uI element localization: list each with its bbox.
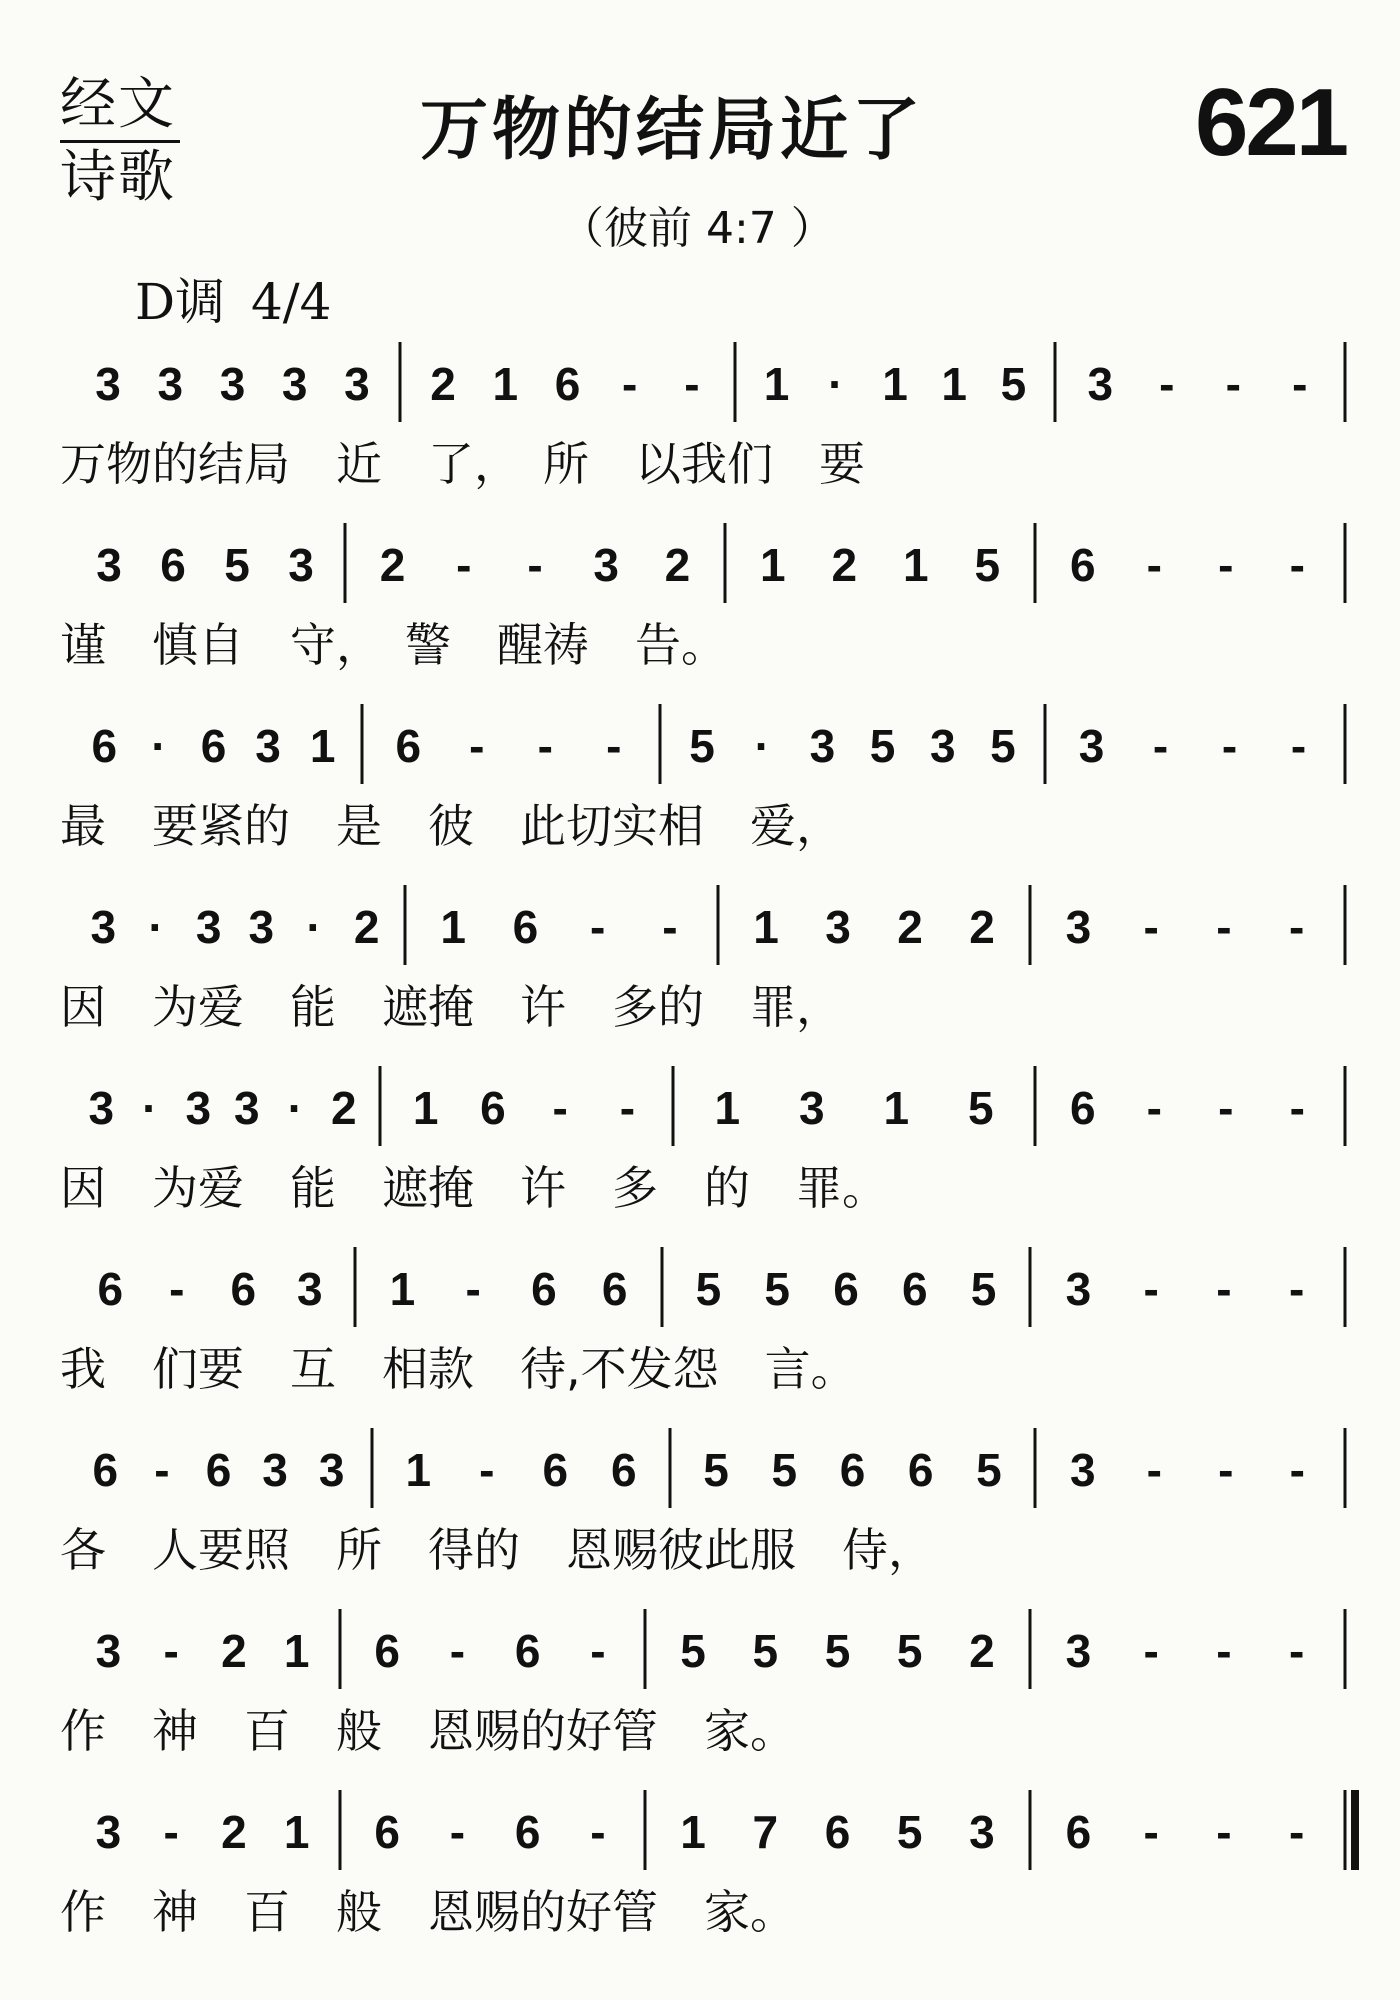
note-digit: 1 <box>440 901 466 953</box>
note-digit: 6 <box>601 1263 628 1315</box>
note-digit: 2 <box>969 1625 995 1677</box>
hold-dash: - <box>527 539 543 591</box>
note-digit: 3 <box>1069 1444 1096 1496</box>
note-digit: 1 <box>882 358 908 410</box>
note-digit: 3 <box>318 1444 345 1496</box>
hold-dash: - <box>1143 901 1159 953</box>
note-digit: 2 <box>969 901 995 953</box>
note-digit: 3 <box>969 1806 995 1858</box>
note-digit: 3 <box>344 358 370 410</box>
note-digit: 3 <box>95 358 121 410</box>
dot-mark: · <box>142 1082 158 1134</box>
note-digit: 7 <box>752 1806 779 1858</box>
note-digit: 5 <box>680 1625 706 1677</box>
hold-dash: - <box>1288 1806 1305 1858</box>
note-digit: 3 <box>195 901 222 953</box>
note-digit: 3 <box>185 1082 212 1134</box>
category-line-scripture: 经文 <box>60 70 180 143</box>
note-digit: 3 <box>255 720 281 772</box>
hold-dash: - <box>1292 358 1308 410</box>
note-digit: 5 <box>771 1444 798 1496</box>
hold-dash: - <box>1152 720 1169 772</box>
note-digit: 3 <box>90 901 117 953</box>
note-digit: 1 <box>753 901 779 953</box>
note-digit: 3 <box>1087 358 1114 410</box>
hold-dash: - <box>1288 1263 1305 1315</box>
hold-dash: - <box>1218 539 1234 591</box>
note-digit: 3 <box>593 539 619 591</box>
note-digit: 6 <box>512 901 539 953</box>
note-digit: 3 <box>248 901 275 953</box>
note-digit: 2 <box>664 539 691 591</box>
hold-dash: - <box>163 1625 179 1677</box>
dot-mark: · <box>754 720 770 772</box>
note-digit: 2 <box>379 539 406 591</box>
hold-dash: - <box>1143 1263 1159 1315</box>
note-digit: 1 <box>902 539 929 591</box>
note-digit: 6 <box>554 358 581 410</box>
hold-dash: - <box>465 1263 481 1315</box>
note-digit: 6 <box>514 1625 541 1677</box>
note-digit: 2 <box>221 1806 247 1858</box>
lyric-line: 各 人要照 所 得的 恩赐彼此服 侍， <box>60 1523 934 1577</box>
hold-dash: - <box>590 1806 606 1858</box>
note-digit: 5 <box>896 1806 923 1858</box>
hold-dash: - <box>1289 539 1305 591</box>
hold-dash: - <box>684 358 700 410</box>
note-digit: 2 <box>430 358 456 410</box>
note-digit: 3 <box>296 1263 323 1315</box>
note-digit: 5 <box>752 1625 779 1677</box>
note-digit: 6 <box>907 1444 934 1496</box>
dot-mark: · <box>287 1082 303 1134</box>
note-digit: 5 <box>896 1625 923 1677</box>
lyric-line: 作 神 百 般 恩赐的好管 家。 <box>60 1885 796 1939</box>
note-digit: 5 <box>224 539 250 591</box>
hold-dash: - <box>1225 358 1241 410</box>
dot-mark: · <box>148 901 164 953</box>
hold-dash: - <box>1218 1082 1234 1134</box>
note-digit: 6 <box>230 1263 257 1315</box>
note-digit: 1 <box>492 358 519 410</box>
key-signature: D调 4/4 <box>135 273 332 331</box>
hold-dash: - <box>449 1806 466 1858</box>
note-digit: 6 <box>91 720 118 772</box>
hold-dash: - <box>1290 720 1307 772</box>
note-digit: 6 <box>839 1444 866 1496</box>
hymn-title: 万物的结局近了 <box>420 91 925 170</box>
hold-dash: - <box>606 720 622 772</box>
note-digit: 3 <box>798 1082 825 1134</box>
note-digit: 2 <box>330 1082 357 1134</box>
note-digit: 1 <box>309 720 336 772</box>
note-digit: 2 <box>831 539 858 591</box>
note-digit: 3 <box>233 1082 260 1134</box>
note-digit: 1 <box>759 539 786 591</box>
note-digit: 6 <box>1065 1806 1092 1858</box>
note-digit: 5 <box>703 1444 729 1496</box>
note-digit: 5 <box>824 1625 851 1677</box>
note-digit: 1 <box>389 1263 416 1315</box>
hold-dash: - <box>537 720 553 772</box>
note-digit: 5 <box>990 720 1016 772</box>
note-digit: 1 <box>883 1082 910 1134</box>
note-digit: 6 <box>833 1263 859 1315</box>
note-digit: 3 <box>219 358 246 410</box>
note-digit: 5 <box>974 539 1001 591</box>
note-digit: 1 <box>763 358 790 410</box>
hold-dash: - <box>622 358 638 410</box>
note-digit: 6 <box>92 1444 119 1496</box>
note-digit: 3 <box>95 1806 122 1858</box>
note-digit: 3 <box>809 720 836 772</box>
hold-dash: - <box>1159 358 1175 410</box>
note-digit: 1 <box>283 1806 310 1858</box>
hold-dash: - <box>552 1082 568 1134</box>
note-digit: 5 <box>869 720 896 772</box>
note-digit: 5 <box>764 1263 790 1315</box>
note-digit: 5 <box>970 1263 997 1315</box>
hold-dash: - <box>590 1625 606 1677</box>
note-digit: 2 <box>897 901 923 953</box>
lyric-line: 最 要紧的 是 彼 此切实相 爱， <box>60 799 842 853</box>
note-digit: 5 <box>1000 358 1027 410</box>
hold-dash: - <box>1288 901 1305 953</box>
scripture-reference: （彼前 4:7 ） <box>560 203 835 254</box>
note-digit: 1 <box>283 1625 310 1677</box>
lyric-line: 谨 慎自 守， 警 醒祷 告。 <box>60 618 727 672</box>
note-digit: 6 <box>531 1263 557 1315</box>
note-digit: 3 <box>96 539 122 591</box>
note-digit: 1 <box>714 1082 741 1134</box>
lyric-line: 因 为爱 能 遮掩 许 多 的 罪。 <box>60 1161 888 1215</box>
lyric-line: 我 们要 互 相款 待,不发怨 言。 <box>60 1342 857 1396</box>
hold-dash: - <box>169 1263 185 1315</box>
dot-mark: · <box>306 901 322 953</box>
note-digit: 6 <box>200 720 227 772</box>
note-digit: 3 <box>281 358 308 410</box>
note-digit: 2 <box>221 1625 247 1677</box>
note-digit: 3 <box>825 901 851 953</box>
note-digit: 3 <box>1065 901 1092 953</box>
dot-mark: · <box>151 720 167 772</box>
note-digit: 5 <box>976 1444 1002 1496</box>
note-digit: 3 <box>929 720 956 772</box>
note-digit: 3 <box>262 1444 288 1496</box>
note-digit: 5 <box>695 1263 722 1315</box>
hold-dash: - <box>479 1444 495 1496</box>
note-digit: 6 <box>395 720 422 772</box>
hold-dash: - <box>1218 1444 1234 1496</box>
note-digit: 6 <box>480 1082 506 1134</box>
note-digit: 6 <box>374 1806 400 1858</box>
lyric-line: 因 为爱 能 遮掩 许 多的 罪， <box>60 980 842 1034</box>
hold-dash: - <box>1143 1806 1159 1858</box>
hymn-number: 621 <box>1195 69 1347 176</box>
note-digit: 3 <box>95 1625 122 1677</box>
hold-dash: - <box>1216 1263 1232 1315</box>
hold-dash: - <box>1221 720 1238 772</box>
note-digit: 6 <box>97 1263 124 1315</box>
note-digit: 6 <box>374 1625 400 1677</box>
dot-mark: · <box>828 358 844 410</box>
note-digit: 3 <box>1078 720 1105 772</box>
note-digit: 6 <box>1069 539 1096 591</box>
hold-dash: - <box>163 1806 179 1858</box>
note-digit: 3 <box>1065 1625 1092 1677</box>
lyric-line: 作 神 百 般 恩赐的好管 家。 <box>60 1704 796 1758</box>
note-digit: 5 <box>967 1082 994 1134</box>
note-digit: 3 <box>88 1082 115 1134</box>
hold-dash: - <box>469 720 485 772</box>
lyric-line: 万物的结局 近 了， 所 以我们 要 <box>60 437 865 491</box>
note-digit: 3 <box>288 539 314 591</box>
hold-dash: - <box>1146 1444 1162 1496</box>
hold-dash: - <box>1146 1082 1162 1134</box>
note-digit: 6 <box>160 539 186 591</box>
note-digit: 6 <box>542 1444 569 1496</box>
note-digit: 1 <box>941 358 967 410</box>
hold-dash: - <box>589 901 606 953</box>
note-digit: 6 <box>514 1806 541 1858</box>
note-digit: 6 <box>1069 1082 1096 1134</box>
note-digit: 1 <box>412 1082 439 1134</box>
note-digit: 1 <box>680 1806 706 1858</box>
hold-dash: - <box>449 1625 466 1677</box>
note-digit: 1 <box>405 1444 432 1496</box>
note-digit: 6 <box>824 1806 851 1858</box>
hold-dash: - <box>662 901 678 953</box>
hold-dash: - <box>1289 1082 1305 1134</box>
note-digit: 6 <box>205 1444 232 1496</box>
category-line-hymns: 诗歌 <box>60 145 176 210</box>
hold-dash: - <box>1289 1444 1305 1496</box>
hold-dash: - <box>1146 539 1162 591</box>
hold-dash: - <box>1143 1625 1159 1677</box>
hold-dash: - <box>154 1444 170 1496</box>
hold-dash: - <box>1216 1625 1232 1677</box>
note-digit: 6 <box>610 1444 637 1496</box>
hold-dash: - <box>1288 1625 1305 1677</box>
note-digit: 3 <box>157 358 184 410</box>
note-digit: 3 <box>1065 1263 1092 1315</box>
hold-dash: - <box>1216 1806 1232 1858</box>
note-digit: 5 <box>689 720 715 772</box>
note-digit: 6 <box>902 1263 928 1315</box>
note-digit: 2 <box>353 901 380 953</box>
hold-dash: - <box>619 1082 636 1134</box>
hold-dash: - <box>1216 901 1232 953</box>
hold-dash: - <box>456 539 472 591</box>
